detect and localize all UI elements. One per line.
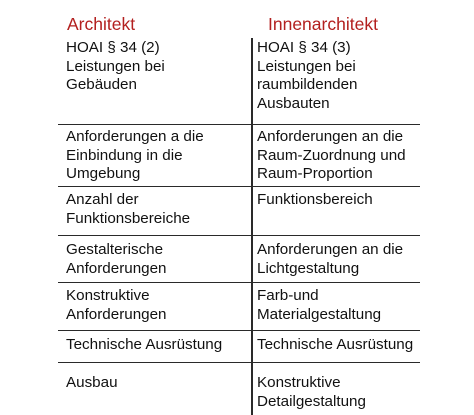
table-row xyxy=(58,236,420,283)
cell-architekt: Technische Ausrüstung xyxy=(66,336,223,353)
table-row xyxy=(58,283,420,331)
cell-innenarchitekt: Farb-und Materialgestaltung xyxy=(257,287,382,323)
cell-innenarchitekt: Konstruktive Detailgestaltung xyxy=(257,374,366,410)
table-row xyxy=(58,38,420,125)
table-row xyxy=(58,187,420,236)
cell-architekt: HOAI § 34 (2) Leistungen bei Gebäuden xyxy=(66,39,165,93)
cell-innenarchitekt: HOAI § 34 (3) Leistungen bei raumbildenden Ausbauten xyxy=(257,39,358,112)
header-architekt: Architekt xyxy=(67,14,136,34)
cell-innenarchitekt: Anforderungen an die Raum-Zuordnung und Raum-Proportion xyxy=(257,128,406,182)
cell-innenarchitekt: Funktionsbereich xyxy=(257,191,373,208)
cell-architekt: Konstruktive Anforderungen xyxy=(66,287,167,323)
table-row xyxy=(58,331,420,363)
cell-innenarchitekt: Technische Ausrüstung xyxy=(257,336,414,353)
cell-architekt: Gestalterische Anforderungen xyxy=(66,241,167,277)
cell-architekt: Anforderungen a die Einbindung in die Umgebung xyxy=(66,128,204,182)
table-row xyxy=(58,363,420,415)
cell-architekt: Anzahl der Funktionsbereiche xyxy=(66,191,191,227)
cell-architekt: Ausbau xyxy=(66,374,118,391)
header-innenarchitekt: Innenarchitekt xyxy=(268,14,378,34)
comparison-table xyxy=(58,38,420,415)
cell-innenarchitekt: Anforderungen an die Lichtgestaltung xyxy=(257,241,404,277)
table-row xyxy=(58,125,420,187)
column-headers xyxy=(0,14,474,38)
